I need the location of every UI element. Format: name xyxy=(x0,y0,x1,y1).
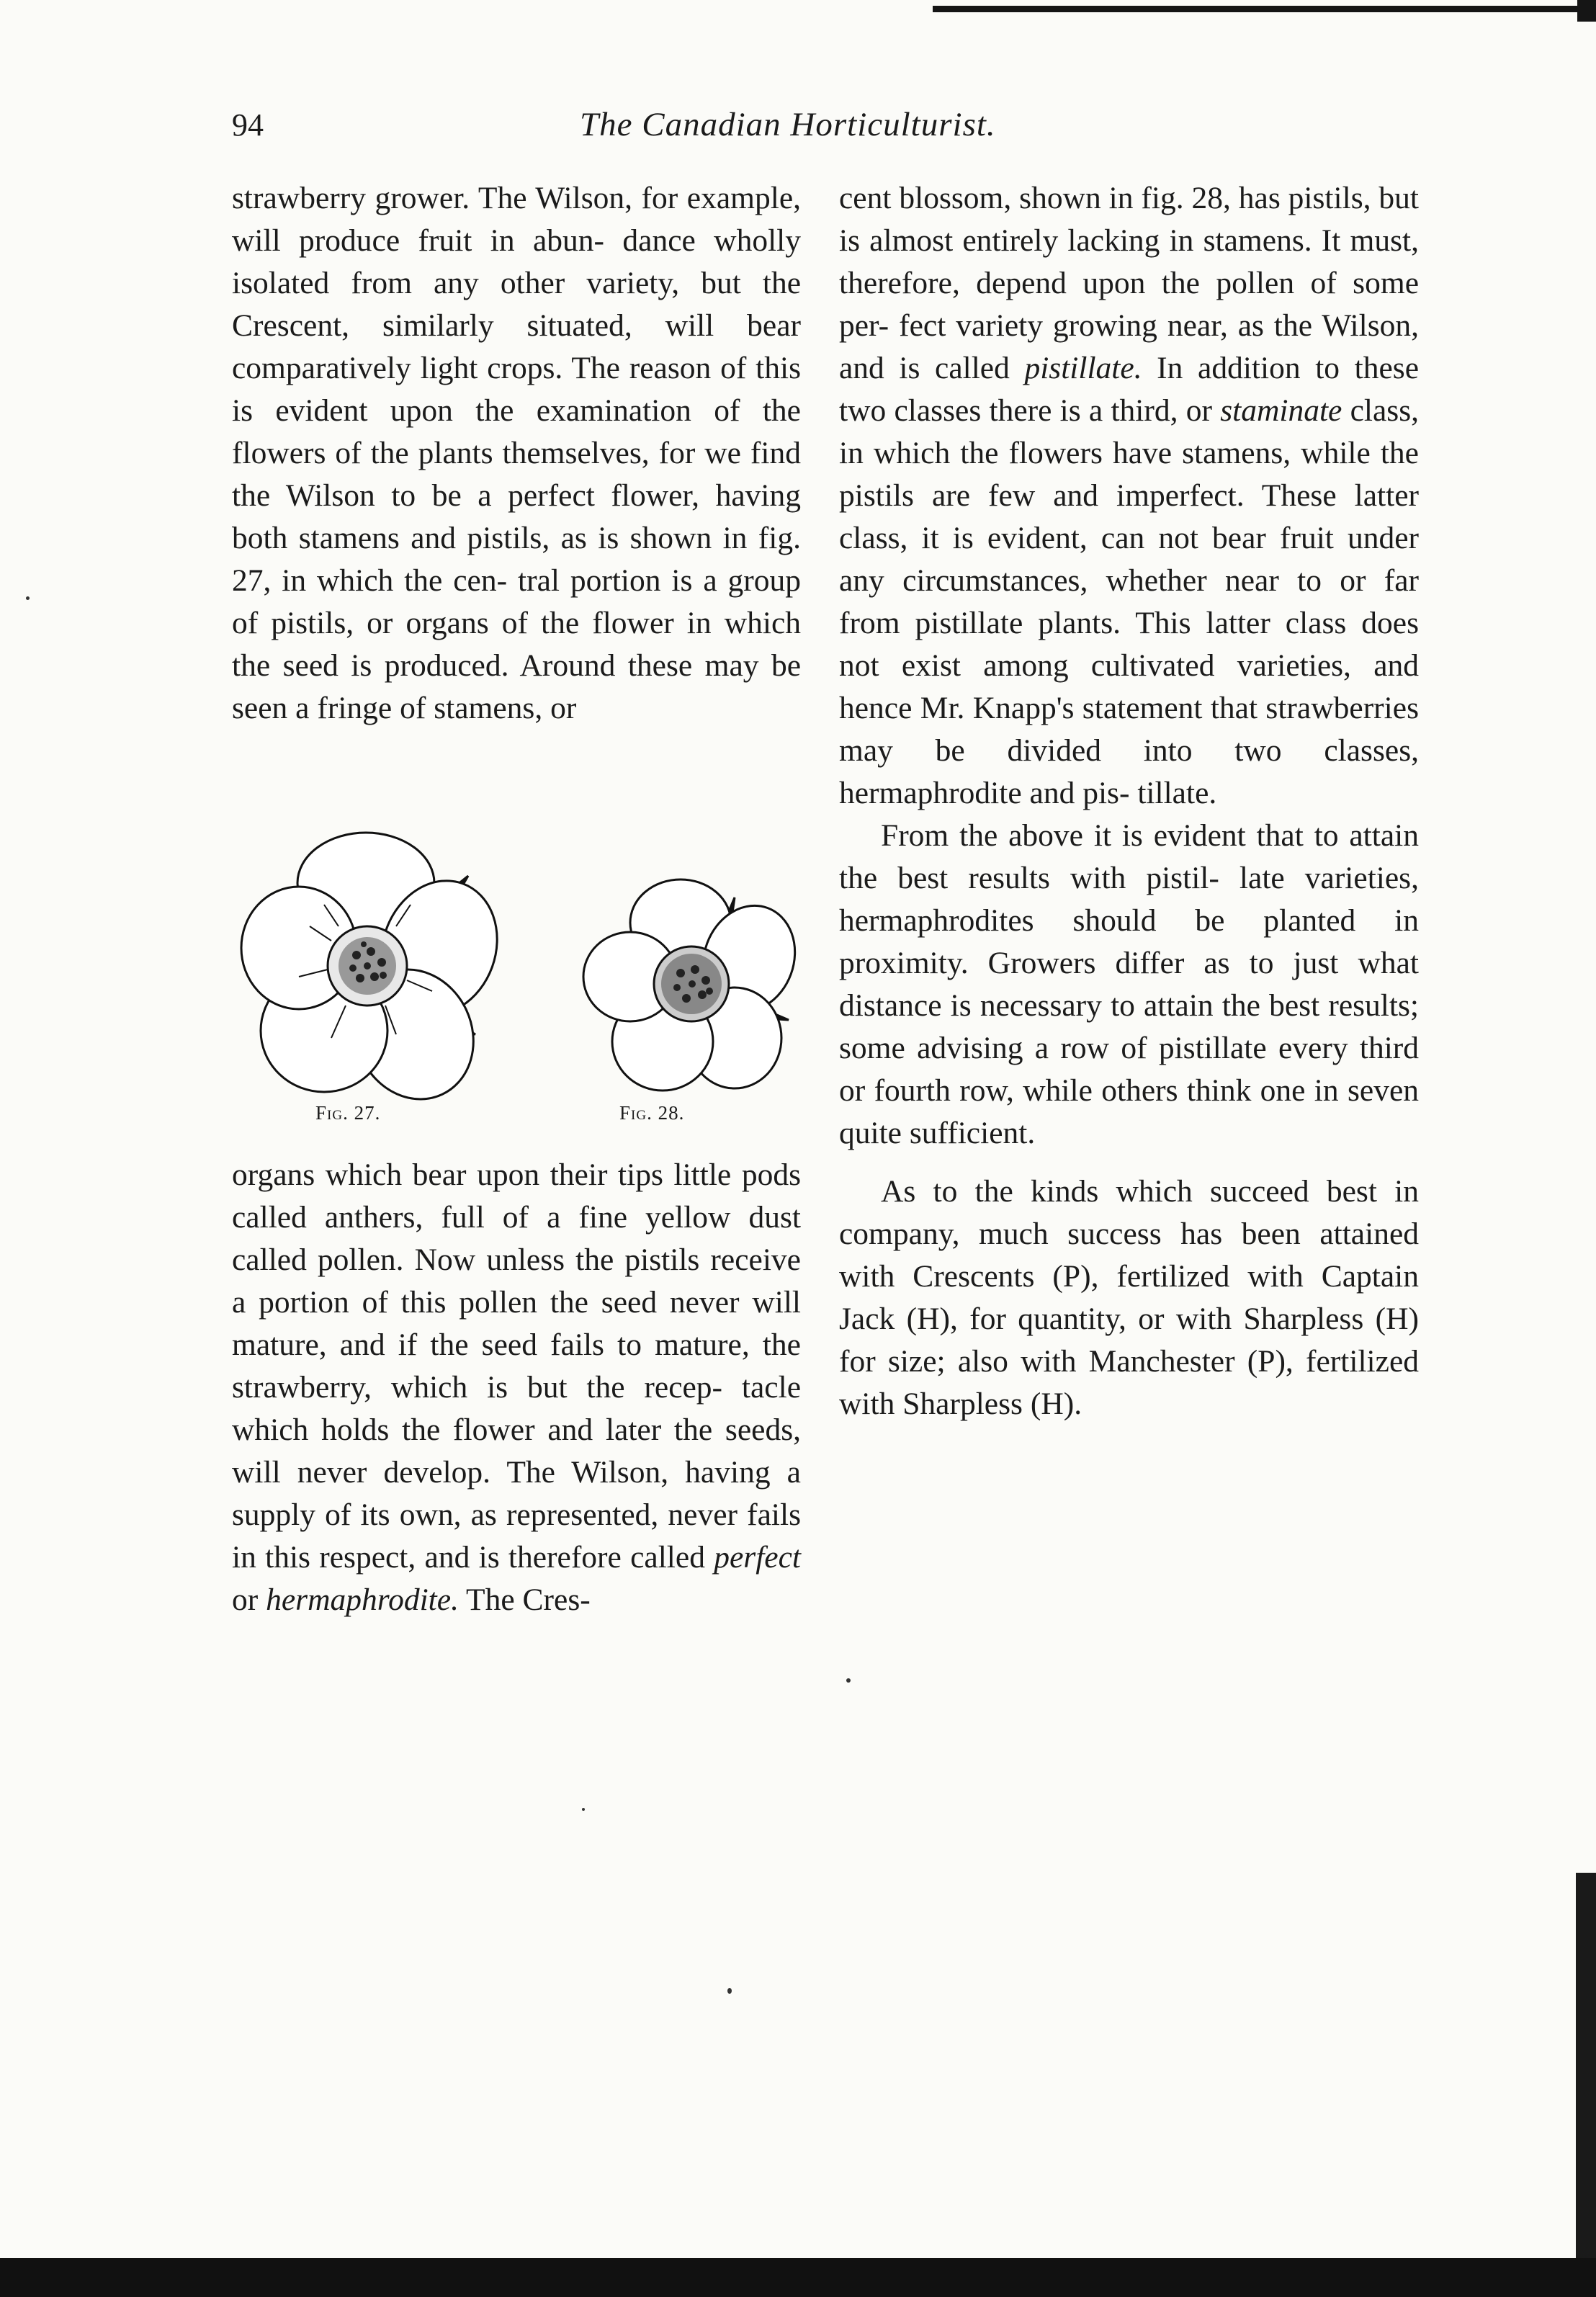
text-line: little pods called anthers, full of a xyxy=(232,1158,801,1235)
text-line: strawberry, which is but the recep- xyxy=(232,1370,723,1405)
text-line: latter class, it is evident, can not xyxy=(839,478,1420,555)
figure-28-caption: Fig. 28. xyxy=(619,1102,685,1124)
text-line: variety, but the Crescent, similarly xyxy=(232,266,802,343)
text-line: others think one in seven quite xyxy=(839,1073,1420,1150)
text-line: strawberries may be divided into xyxy=(839,691,1419,768)
text-line: with Captain Jack (H), for quantity, xyxy=(839,1259,1420,1336)
paragraph xyxy=(839,1170,1419,1425)
page-number: 94 xyxy=(232,107,264,143)
text-line: later the seeds, will never develop. xyxy=(232,1412,801,1490)
paragraph-gap xyxy=(839,1155,1419,1170)
paragraph xyxy=(839,177,1419,815)
text-line: strawberry grower. The Wilson, for xyxy=(232,181,678,215)
text-line: some advising a row of pistillate xyxy=(839,1031,1267,1065)
text-line: late varieties, hermaphrodites should xyxy=(839,861,1419,938)
text-line: dance wholly isolated from any other xyxy=(232,223,802,300)
text-run: class, in which xyxy=(839,393,1420,470)
italic-term: hermaphrodite. xyxy=(266,1582,459,1617)
text-line: in stamens. It must, therefore, xyxy=(839,223,1420,300)
text-line: necessary to attain the best results; xyxy=(979,988,1419,1023)
text-line: be planted in proximity. Growers xyxy=(839,903,1420,980)
left-column-bottom xyxy=(232,1154,801,1621)
italic-term: staminate xyxy=(1220,393,1342,428)
text-line: Sharpless (H). xyxy=(902,1387,1082,1421)
text-line: differ as to just what distance is xyxy=(839,946,1419,1023)
strawberry-flower-fig27-illustration xyxy=(230,825,501,1110)
text-line: this respect, and is therefore called xyxy=(265,1540,705,1575)
text-line: organs which bear upon their tips xyxy=(232,1158,663,1192)
italic-term: perfect xyxy=(714,1540,802,1575)
text-line: own, as represented, never fails in xyxy=(232,1497,802,1575)
left-column-top xyxy=(232,177,801,730)
text-line: pistils are few and imperfect. These xyxy=(839,478,1337,513)
text-line: to attain the best results with pistil- xyxy=(839,818,1419,895)
scan-border-right xyxy=(1576,1873,1596,2262)
text-line: tillate. xyxy=(1137,776,1217,810)
text-line: addition to these two classes there is xyxy=(839,351,1420,428)
text-line: this pollen the seed never will mature, xyxy=(232,1285,801,1362)
scan-speck xyxy=(26,596,30,600)
text-line: attained with Crescents (P), fertilized xyxy=(839,1217,1420,1294)
text-line: fine yellow dust called pollen. Now xyxy=(232,1200,801,1277)
text-line: is shown in fig. 27, in which the cen- xyxy=(232,521,801,598)
text-line: whether near to or far from pistillate xyxy=(839,563,1419,640)
italic-term: pistillate. xyxy=(1024,351,1142,385)
text-line: fect variety growing near, as the xyxy=(899,308,1313,343)
text-line: plants. This latter class does not xyxy=(839,606,1420,683)
running-title: The Canadian Horticulturist. xyxy=(580,106,996,143)
text-line: of the plants themselves, for we find xyxy=(335,436,801,470)
text-line: tacle which holds the flower and xyxy=(232,1370,801,1447)
text-line: unless the pistils receive a portion of xyxy=(232,1242,801,1320)
text-run: or xyxy=(232,1582,266,1617)
text-run: a third, or xyxy=(1088,393,1221,428)
paragraph xyxy=(232,1154,801,1621)
text-line: the Wilson to be a perfect flower, xyxy=(232,478,700,513)
scan-speck xyxy=(727,1988,732,1994)
text-run: Wilson, and is called xyxy=(839,308,1420,385)
right-column xyxy=(839,177,1419,1425)
paragraph xyxy=(232,177,801,730)
text-line: the flowers have stamens, while the xyxy=(960,436,1419,470)
text-line: upon the examination of the flowers xyxy=(232,393,801,470)
text-line: exist among cultivated varieties, and xyxy=(901,648,1420,683)
text-line: or with Sharpless (H) for size; also xyxy=(839,1302,1419,1379)
text-line: crops. The reason of this is evident xyxy=(232,351,801,428)
text-line: situated, will bear comparatively light xyxy=(232,308,802,385)
scan-speck xyxy=(846,1678,851,1683)
text-line: hence Mr. Knapp's statement that xyxy=(839,691,1258,725)
text-line: organs of the flower in which the xyxy=(232,606,802,683)
text-line: sufficient. xyxy=(909,1116,1036,1150)
text-line: depend upon the pollen of some per- xyxy=(839,266,1419,343)
text-line: The Wilson, having a supply of its xyxy=(232,1455,801,1532)
text-line: As to the kinds which succeed best xyxy=(881,1174,1377,1209)
text-line: every third or fourth row, while xyxy=(839,1031,1420,1108)
text-line: bear fruit under any circumstances, xyxy=(839,521,1419,598)
text-line: From the above it is evident that xyxy=(881,818,1304,853)
figure-27-caption: Fig. 27. xyxy=(315,1102,381,1124)
text-line: may be seen a fringe of stamens, or xyxy=(232,648,802,725)
text-line: in company, much success has been xyxy=(839,1174,1419,1251)
text-line: pistils, but is almost entirely lacking xyxy=(839,181,1419,258)
paragraph xyxy=(839,815,1419,1155)
text-line: example, will produce fruit in abun- xyxy=(232,181,801,258)
text-line: tral portion is a group of pistils, or xyxy=(232,563,802,640)
text-run: In xyxy=(1142,351,1183,385)
text-line: and if the seed fails to mature, the xyxy=(339,1327,801,1362)
text-line: with Manchester (P), fertilized with xyxy=(839,1344,1419,1421)
scan-border-top xyxy=(933,6,1596,12)
text-line: having both stamens and pistils, as xyxy=(232,478,801,555)
text-line: two classes, hermaphrodite and pis- xyxy=(839,733,1419,810)
scan-speck xyxy=(582,1808,585,1811)
strawberry-flower-fig28-illustration xyxy=(573,869,810,1103)
text-line: seed is produced. Around these xyxy=(282,648,693,683)
scan-border-corner xyxy=(1577,0,1596,22)
scan-border-bottom xyxy=(0,2258,1596,2297)
text-run: The Cres- xyxy=(458,1582,591,1617)
text-line: cent blossom, shown in fig. 28, has xyxy=(839,181,1281,215)
